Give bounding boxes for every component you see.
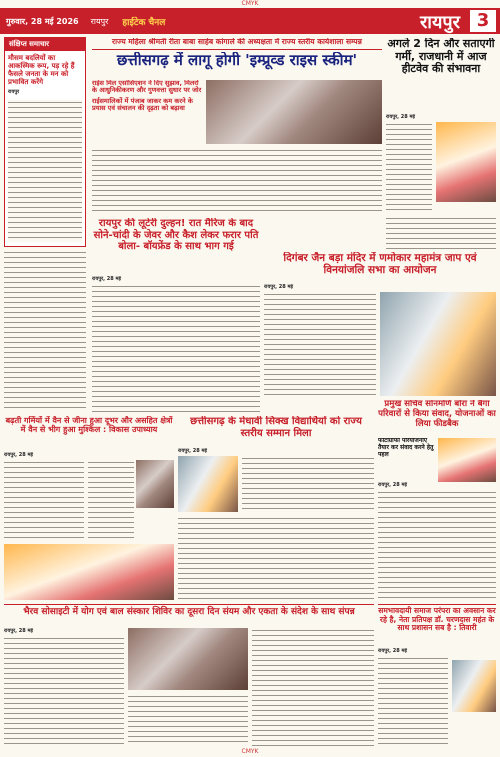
weather-photo xyxy=(436,122,496,202)
students-honor-body-top xyxy=(242,456,374,512)
secretary-body xyxy=(378,490,496,600)
weather-body-left xyxy=(386,122,432,214)
sidebar-headline: मौसम बदलियों का आकस्मिक रूप, पड़ रहे हैं फैसले जनता के मन को प्रभावित करेंगे xyxy=(8,54,75,87)
students-honor-dateline: रायपुर, 28 मई xyxy=(178,448,207,454)
weather-headline: अगले 2 दिन और सताएगी गर्मी, राजधानी में आज हीटवेव की संभावना xyxy=(387,38,495,76)
weather-dateline: रायपुर, 28 मई xyxy=(386,114,415,120)
heat-story-body-left xyxy=(4,460,84,540)
jain-temple-headline: दिगंबर जैन बड़ा मंदिर में णमोकार महामंत्र जाप एवं विनयांजलि सभा का आयोजन xyxy=(283,252,477,277)
students-honor-photo-1 xyxy=(178,456,238,512)
masthead-city-large: रायपुर xyxy=(419,12,460,33)
lead-bullet-1: राईस मिल एसोसिएशन ने दिए सुझाव, मिलरों के आधुनिकीकरण और गुणवत्ता सुधार पर जोर xyxy=(92,80,202,95)
page-number: 3 xyxy=(470,10,496,32)
heat-story-headline: बढ़ती गर्मियों में वैन से जीना हुआ दूभर और असहित क्षेत्रों में वैन से भीग हुआ मुश्किल : विकास उपाध्याय xyxy=(5,416,173,435)
weather-body-bottom xyxy=(386,216,496,250)
camp-body-mid xyxy=(128,694,248,746)
lead-bullets xyxy=(92,80,202,142)
sidebar-brief xyxy=(4,37,86,247)
secretary-dateline: रायपुर, 28 मई xyxy=(378,482,407,488)
lead-headline: छत्तीसगढ़ में लागू होगी 'इम्प्रूव्ड राइस स्कीम' xyxy=(116,52,358,69)
opposition-portrait xyxy=(452,660,496,712)
jain-temple-body xyxy=(264,292,376,396)
secretary-subhead: फोटोग्राफी परियोजनाएं तैयार कर संवाद करने हेतु पहल xyxy=(378,438,434,458)
lead-bullet-2: राईसमालिकों में पंजाब जाकर कम करने के प्रयास एवं संचालन की दृढ़ता को बढ़ावा xyxy=(92,96,193,113)
heat-story-photo xyxy=(4,544,174,600)
camp-body-left xyxy=(4,636,124,746)
masthead-date: गुरुवार, 28 मई 2026 xyxy=(6,16,79,26)
masthead-city-small: रायपुर xyxy=(90,16,109,26)
heat-story-portrait xyxy=(136,460,174,508)
masthead-brand: हाईटेक चैनल xyxy=(122,17,166,28)
sidebar-tag: संक्षिप्त समाचार xyxy=(5,38,85,51)
jain-temple-dateline: रायपुर, 28 मई xyxy=(264,284,293,290)
bride-theft-dateline: रायपुर, 28 मई xyxy=(92,276,121,282)
camp-photo xyxy=(128,628,248,690)
sidebar-dateline: रायपुर xyxy=(8,89,20,96)
registration-mark-bottom: CMYK xyxy=(241,748,259,755)
sidebar-continued-body xyxy=(4,250,86,410)
camp-body-right xyxy=(252,628,374,746)
opposition-body xyxy=(378,656,448,746)
secretary-headline: प्रमुख सचिव सोनमणि बोरा ने बैगा परिवारों से किया संवाद, योजनाओं का लिया फीडबैक xyxy=(378,400,496,429)
registration-mark-top: CMYK xyxy=(241,0,259,7)
bride-theft-body xyxy=(92,284,260,414)
students-honor-body xyxy=(178,516,374,600)
sidebar-body xyxy=(8,100,82,242)
lead-body xyxy=(92,148,382,214)
opposition-headline: समभावदायी समाज परंपरा का अवसान कर रहे है, नेता प्रतिपक्ष डॉ. चरणदास महंत के साथ प्रशासन सब है : तिवारी xyxy=(378,604,496,646)
camp-headline: भैरव सोसाइटी में योग एवं बाल संस्कार शिविर का दूसरा दिन संयम और एकता के संदेश के साथ संपन्न xyxy=(4,604,374,626)
camp-dateline: रायपुर, 28 मई xyxy=(4,628,33,634)
bride-theft-headline: रायपुर की लूटेरी दुल्हन! रात मैरिज के बाद सोने-चांदी के जेवर और कैश लेकर फरार पति बोला- बॉयफ्रेंड के साथ भाग गई xyxy=(93,218,259,252)
secretary-photo xyxy=(438,438,496,482)
heat-story-dateline: रायपुर, 28 मई xyxy=(4,452,33,458)
jain-temple-photo xyxy=(380,292,496,396)
masthead xyxy=(0,8,500,34)
top-banner-headline: राज्य महिला श्रीमती रीता बाबा साहेब कांगाले की अध्यक्षता में राज्य स्तरीय कार्यशाला सम्पन्न xyxy=(92,38,382,50)
heat-story-body-mid xyxy=(88,460,134,540)
opposition-dateline: रायपुर, 28 मई xyxy=(378,648,407,654)
lead-photo-meeting xyxy=(206,80,382,144)
students-honor-headline: छत्तीसगढ़ के मेधावी सिक्ख विद्यार्थियों को राज्य स्तरीय सम्मान मिला xyxy=(190,416,362,439)
